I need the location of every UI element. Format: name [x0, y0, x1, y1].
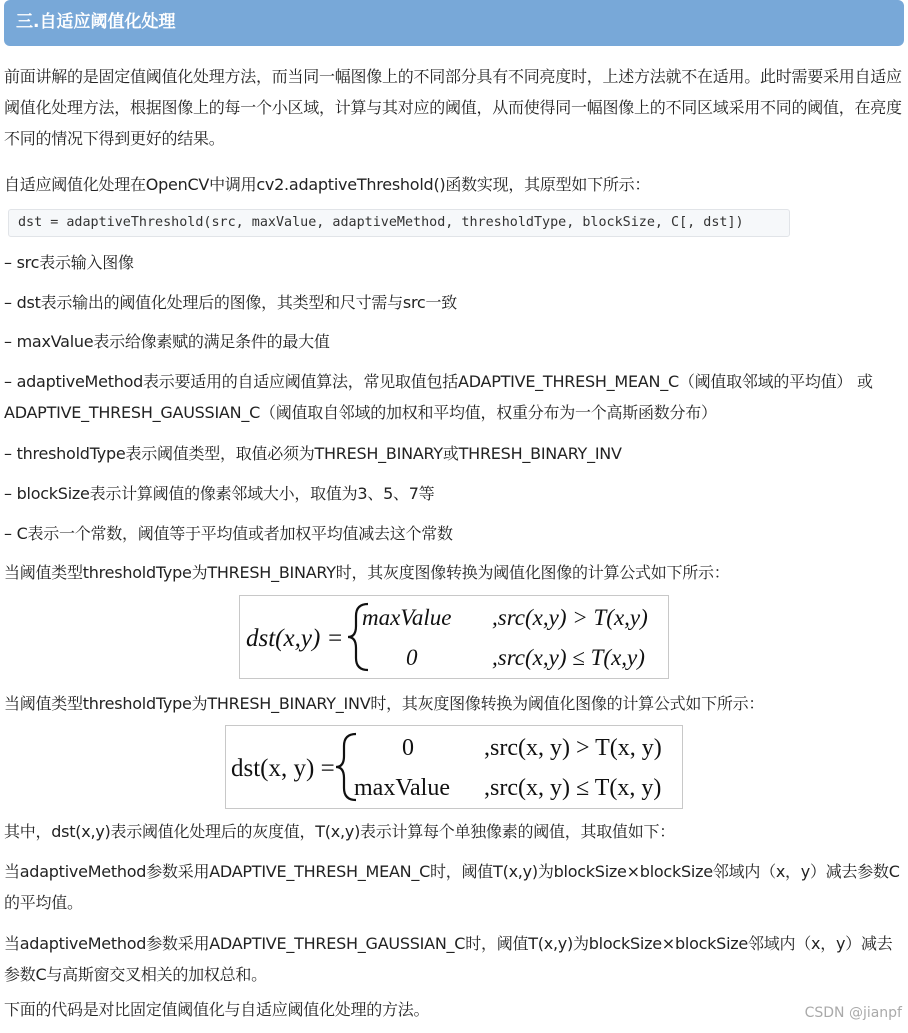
- formula-row1-value: 0: [402, 735, 414, 761]
- api-intro-paragraph: 自适应阈值化处理在OpenCV中调用cv2.adaptiveThreshold()函数实现，其原型如下所示：: [4, 175, 651, 194]
- param-dst: – dst表示输出的阈值化处理后的图像，其类型和尺寸需与src一致: [4, 293, 457, 312]
- formula-row1-condition: ,src(x,y) > T(x,y): [492, 605, 648, 630]
- formula-row2-value: 0: [406, 645, 418, 670]
- formula-lhs: dst(x,y) =: [246, 625, 344, 652]
- watermark: CSDN @jianpf: [804, 1005, 902, 1021]
- binary-intro-paragraph: 当阈值类型thresholdType为THRESH_BINARY时，其灰度图像转换为阈值化图像的计算公式如下所示：: [4, 563, 730, 582]
- brace-icon: [336, 734, 356, 800]
- param-block-size: – blockSize表示计算阈值的像素邻域大小，取值为3、5、7等: [4, 484, 435, 503]
- gaussian-method-paragraph: 当adaptiveMethod参数采用ADAPTIVE_THRESH_GAUSSIAN_C时，阈值T(x,y)为blockSize×blockSize邻域内（x，y）减去参数C与高斯窗交叉相关的加权总和。: [4, 934, 893, 984]
- binary-inv-intro-paragraph: 当阈值类型thresholdType为THRESH_BINARY_INV时，其灰度图像转换为阈值化图像的计算公式如下所示：: [4, 694, 765, 713]
- section-heading: 三.自适应阈值化处理: [4, 0, 904, 46]
- param-maxvalue: – maxValue表示给像素赋的满足条件的最大值: [4, 332, 330, 351]
- intro-paragraph: 前面讲解的是固定值阈值化处理方法，而当同一幅图像上的不同部分具有不同亮度时，上述方法就不在适用。此时需要采用自适应阈值化处理方法，根据图像上的每一个小区域，计算与其对应的阈值，从而使得同一幅图像上的不同区域采用不同的阈值，在亮度不同的情况下得到更好的结果。: [4, 67, 902, 148]
- formula-thresh-binary: [239, 595, 669, 679]
- mean-method-paragraph: 当adaptiveMethod参数采用ADAPTIVE_THRESH_MEAN_C时，阈值T(x,y)为blockSize×blockSize邻域内（x，y）减去参数C的平均值。: [4, 862, 900, 912]
- param-threshold-type: – thresholdType表示阈值类型，取值必须为THRESH_BINARY或THRESH_BINARY_INV: [4, 444, 622, 463]
- formula-row2-condition: ,src(x, y) ≤ T(x, y): [484, 775, 662, 801]
- formula-row2-value: maxValue: [354, 775, 450, 801]
- param-c: – C表示一个常数，阈值等于平均值或者加权平均值减去这个常数: [4, 524, 453, 543]
- formula-lhs: dst(x, y) =: [231, 755, 335, 782]
- formula-row1-condition: ,src(x, y) > T(x, y): [484, 735, 662, 761]
- param-src: – src表示输入图像: [4, 253, 134, 272]
- formula-thresh-binary-inv: [225, 725, 683, 809]
- formula-row2-condition: ,src(x,y) ≤ T(x,y): [492, 645, 645, 670]
- closing-paragraph: 下面的代码是对比固定值阈值化与自适应阈值化处理的方法。: [4, 1000, 430, 1019]
- param-adaptive-method: – adaptiveMethod表示要适用的自适应阈值算法，常见取值包括ADAPTIVE_THRESH_MEAN_C（阈值取邻域的平均值） 或 ADAPTIVE_THRESH_GAUSSIAN_C（阈值取自邻域的加权和平均值，权重分布为一个高斯函数分布）: [4, 372, 873, 422]
- where-paragraph: 其中，dst(x,y)表示阈值化处理后的灰度值，T(x,y)表示计算每个单独像素的阈值，其取值如下：: [4, 822, 676, 841]
- code-block: dst = adaptiveThreshold(src, maxValue, adaptiveMethod, thresholdType, blockSize, C[, dst]): [8, 209, 790, 237]
- formula-row1-value: maxValue: [362, 605, 452, 630]
